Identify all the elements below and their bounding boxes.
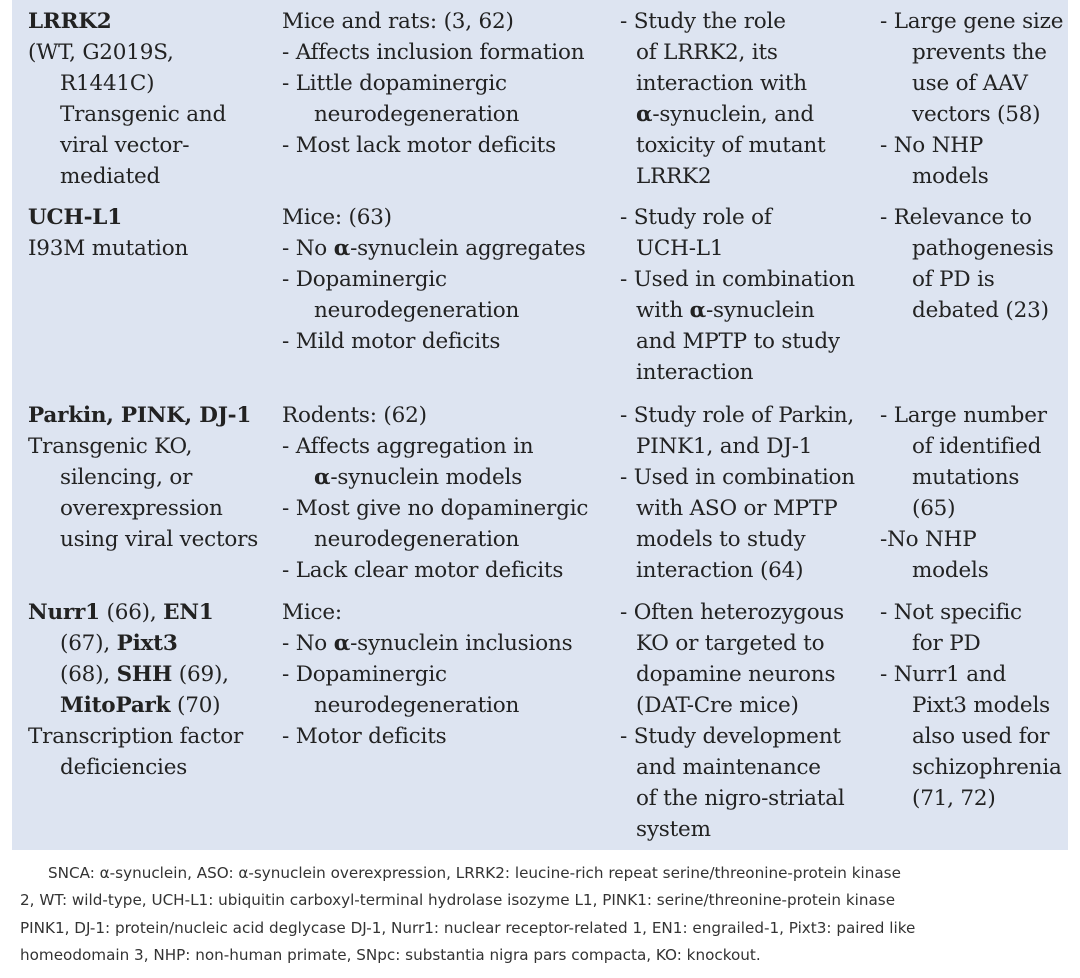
footnote-line: 2, WT: wild-type, UCH-L1: ubiquitin carboxyl-terminal hydrolase isozyme L1, PINK1: serine/threonine-protein kinase [20,891,896,910]
cell-text: -synuclein models [330,465,523,490]
cell-text: (69), [172,662,229,687]
cell-text: -synuclein [705,298,815,323]
bold-term: α [333,236,351,261]
cell-line [282,400,612,431]
cell-text: Mice: [282,600,342,625]
cell-line [880,130,1066,161]
cell-text: schizophrenia [912,755,1062,780]
cell-line [620,628,876,659]
cell-text: interaction [636,360,754,385]
cell-limitations [880,6,1066,192]
cell-text: - Lack clear motor deficits [282,558,564,583]
cell-line [620,814,876,845]
cell-line [620,555,876,586]
cell-line [28,431,278,462]
cell-line [880,6,1066,37]
cell-text: pathogenesis [912,236,1054,261]
bold-term: MitoPark [60,693,171,718]
cell-text: models [912,558,989,583]
cell-text: mediated [60,164,161,189]
cell-text: interaction with [636,71,807,96]
cell-line [880,597,1066,628]
cell-line [282,99,612,130]
cell-text: R1441C) [60,71,155,96]
cell-line [880,721,1066,752]
cell-text: Transcription factor [28,724,244,749]
cell-text: models to study [636,527,806,552]
cell-text: -synuclein, and [652,102,814,127]
cell-text: I93M mutation [28,236,189,261]
cell-text: - Study development [620,724,841,749]
cell-text: - Affects aggregation in [282,434,534,459]
cell-line [28,130,278,161]
cell-text: overexpression [60,496,223,521]
cell-line [620,130,876,161]
cell-text: of LRRK2, its [636,40,778,65]
cell-line [282,233,612,264]
cell-text: UCH-L1 [636,236,724,261]
cell-text: Rodents: (62) [282,403,427,428]
cell-limitations [880,202,1066,326]
cell-text: dopamine neurons [636,662,836,687]
cell-line [880,431,1066,462]
cell-text: - Little dopaminergic [282,71,507,96]
cell-text: - Large number [880,403,1047,428]
cell-text: neurodegeneration [314,102,520,127]
cell-text: (66), [99,600,164,625]
cell-applications [620,202,876,388]
cell-line [620,37,876,68]
cell-text: silencing, or [60,465,193,490]
cell-line [28,37,278,68]
cell-line [28,721,278,752]
cell-text: neurodegeneration [314,298,520,323]
cell-line [28,690,278,721]
cell-line [282,493,612,524]
cell-line [880,161,1066,192]
cell-text: viral vector- [60,133,190,158]
cell-line [282,597,612,628]
cell-text: PINK1, and DJ-1 [636,434,813,459]
cell-applications [620,6,876,192]
cell-line [28,400,278,431]
cell-model [28,597,278,783]
bold-term: LRRK2 [28,9,112,34]
bold-term: α [689,298,706,323]
cell-text: (65) [912,496,956,521]
cell-model [28,400,278,555]
cell-line [880,690,1066,721]
cell-text: Transgenic and [60,102,227,127]
cell-text: - No [282,236,334,261]
bold-term: α [636,102,653,127]
cell-text: - Dopaminergic [282,662,447,687]
cell-line [282,37,612,68]
cell-line [880,752,1066,783]
cell-line [880,68,1066,99]
cell-line [28,493,278,524]
cell-text: - Affects inclusion formation [282,40,585,65]
cell-line [880,524,1066,555]
cell-text: - Often heterozygous [620,600,844,625]
cell-line [282,295,612,326]
cell-text: - Most give no dopaminergic [282,496,589,521]
cell-limitations [880,400,1066,586]
cell-line [620,524,876,555]
cell-features [282,400,612,586]
cell-text: -synuclein aggregates [350,236,586,261]
cell-text: - Motor deficits [282,724,447,749]
cell-line [28,524,278,555]
cell-text: deficiencies [60,755,188,780]
cell-text: -No NHP [880,527,977,552]
cell-text: (67), [60,631,117,656]
cell-text: also used for [912,724,1050,749]
cell-line [282,431,612,462]
bold-term: α [333,631,351,656]
cell-text: - Study the role [620,9,786,34]
cell-line [880,202,1066,233]
cell-text: - Nurr1 and [880,662,1007,687]
cell-line [28,462,278,493]
cell-line [880,400,1066,431]
footnote-line: PINK1, DJ-1: protein/nucleic acid deglycase DJ-1, Nurr1: nuclear receptor-related 1, EN1: engrailed-1, Pixt3: paired like [20,918,916,937]
cell-text: (68), [60,662,117,687]
cell-line [620,202,876,233]
cell-text: - No NHP [880,133,984,158]
cell-line [28,659,278,690]
cell-applications [620,400,876,586]
cell-line [28,161,278,192]
cell-limitations [880,597,1066,814]
cell-line [880,233,1066,264]
cell-line [620,99,876,130]
table-footnote [20,860,1070,970]
bold-term: UCH-L1 [28,205,122,230]
cell-line [880,99,1066,130]
cell-text: - Study role of Parkin, [620,403,855,428]
cell-line [282,628,612,659]
cell-line [620,233,876,264]
cell-line [620,783,876,814]
cell-text: - Study role of [620,205,772,230]
cell-line [282,555,612,586]
cell-line [620,597,876,628]
cell-text: KO or targeted to [636,631,825,656]
cell-line [620,752,876,783]
cell-line [620,326,876,357]
bold-term: SHH [116,662,173,687]
cell-line [620,400,876,431]
cell-line [282,130,612,161]
bold-term: α [314,465,331,490]
cell-line [28,752,278,783]
cell-text: - Mild motor deficits [282,329,501,354]
cell-line [282,202,612,233]
bold-term: Nurr1 [28,600,100,625]
cell-text: debated (23) [912,298,1049,323]
cell-line [620,690,876,721]
cell-text: - Used in combination [620,267,855,292]
cell-line [28,99,278,130]
cell-line [282,462,612,493]
cell-line [880,264,1066,295]
cell-line [880,462,1066,493]
cell-line [880,555,1066,586]
cell-text: (DAT-Cre mice) [636,693,799,718]
cell-text: use of AAV [912,71,1028,96]
cell-line [620,659,876,690]
cell-line [28,628,278,659]
cell-line [282,326,612,357]
cell-line [620,431,876,462]
cell-model [28,202,278,264]
cell-line [880,783,1066,814]
cell-text: of identified [912,434,1042,459]
cell-text: -synuclein inclusions [350,631,573,656]
cell-text: system [636,817,711,842]
cell-text: of the nigro-striatal [636,786,845,811]
cell-line [28,597,278,628]
cell-text: Pixt3 models [912,693,1050,718]
cell-line [620,295,876,326]
cell-line [620,462,876,493]
cell-text: vectors (58) [912,102,1041,127]
cell-line [28,6,278,37]
cell-text: - Large gene size [880,9,1064,34]
cell-features [282,6,612,161]
cell-line [880,37,1066,68]
bold-term: Parkin, PINK, DJ-1 [28,403,252,428]
cell-text: (70) [170,693,221,718]
cell-text: - Most lack motor deficits [282,133,556,158]
cell-text: of PD is [912,267,995,292]
cell-text: LRRK2 [636,164,712,189]
cell-line [28,68,278,99]
cell-text: with ASO or MPTP [636,496,838,521]
cell-text: neurodegeneration [314,527,520,552]
cell-model [28,6,278,192]
cell-line [282,6,612,37]
cell-text: - No [282,631,334,656]
cell-applications [620,597,876,845]
cell-line [282,659,612,690]
cell-line [620,68,876,99]
cell-line [880,295,1066,326]
cell-line [880,659,1066,690]
cell-text: Mice: (63) [282,205,392,230]
cell-line [28,202,278,233]
cell-text: mutations [912,465,1020,490]
cell-text: prevents the [912,40,1047,65]
bold-term: Pixt3 [116,631,178,656]
footnote-line: SNCA: α-synuclein, ASO: α-synuclein overexpression, LRRK2: leucine-rich repeat serine/threonine-protein kinase [48,864,901,882]
cell-text: - Used in combination [620,465,855,490]
cell-line [620,493,876,524]
table-panel [12,0,1068,850]
cell-text: with [636,298,690,323]
cell-line [282,264,612,295]
cell-text: Transgenic KO, [28,434,193,459]
cell-line [282,524,612,555]
cell-line [620,161,876,192]
cell-text: - Dopaminergic [282,267,447,292]
cell-line [28,233,278,264]
cell-features [282,597,612,752]
cell-text: and maintenance [636,755,821,780]
cell-text: (71, 72) [912,786,996,811]
cell-line [620,721,876,752]
cell-line [880,493,1066,524]
cell-line [282,690,612,721]
cell-line [282,68,612,99]
bold-term: EN1 [163,600,214,625]
cell-text: and MPTP to study [636,329,840,354]
cell-line [620,6,876,37]
cell-text: Mice and rats: (3, 62) [282,9,514,34]
cell-line [620,357,876,388]
cell-text: interaction (64) [636,558,804,583]
cell-text: models [912,164,989,189]
cell-line [282,721,612,752]
cell-text: neurodegeneration [314,693,520,718]
cell-text: - Not specific [880,600,1022,625]
cell-line [620,264,876,295]
cell-text: for PD [912,631,981,656]
cell-text: toxicity of mutant [636,133,826,158]
cell-text: (WT, G2019S, [28,40,174,65]
cell-features [282,202,612,357]
cell-text: using viral vectors [60,527,259,552]
cell-text: - Relevance to [880,205,1032,230]
cell-line [880,628,1066,659]
footnote-line: homeodomain 3, NHP: non-human primate, SNpc: substantia nigra pars compacta, KO: knockout. [20,946,761,965]
